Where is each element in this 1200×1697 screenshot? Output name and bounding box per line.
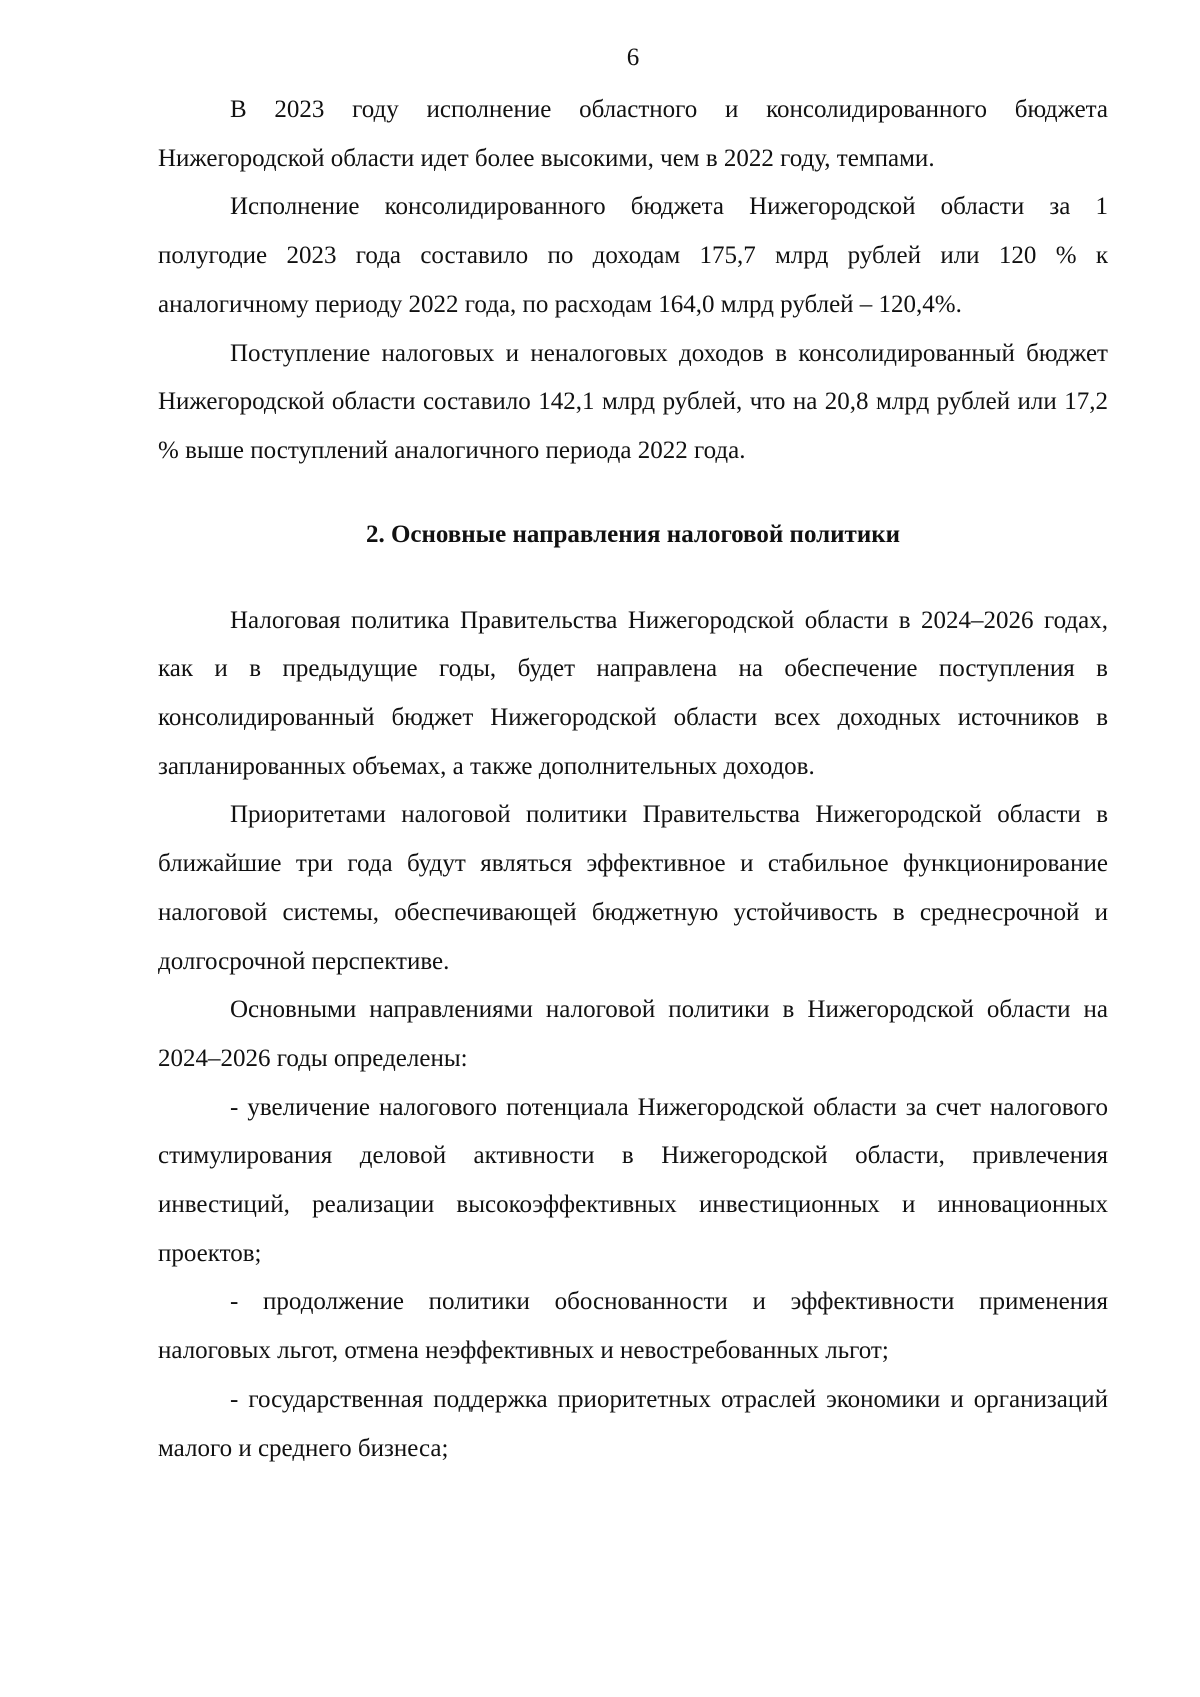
paragraph-budget-pace: В 2023 году исполнение областного и консолидированного бюджета Нижегородской области идет более высокими, чем в 2022 году, темпами. xyxy=(158,96,1108,172)
section-heading: 2. Основные направления налоговой политики xyxy=(365,520,901,548)
list-item-tax-benefits: - продолжение политики обоснованности и эффективности применения налоговых льгот, отмена неэффективных и невостребованных льгот; xyxy=(158,1288,1108,1365)
list-item-state-support: - государственная поддержка приоритетных отраслей экономики и организаций малого и среднего бизнеса; xyxy=(158,1385,1108,1462)
paragraph-budget-execution: Исполнение консолидированного бюджета Нижегородской области за 1 полугодие 2023 года составило по доходам 175,7 млрд рублей или 120 % к аналогичному периоду 2022 года, по расходам 164,0 млрд рублей – 120,4%. xyxy=(158,193,1108,318)
list-item-tax-potential: - увеличение налогового потенциала Нижегородской области за счет налогового стимулирования деловой активности в Нижегородской области, привлечения инвестиций, реализации высокоэффективных инвестиционных и инновационных проектов; xyxy=(158,1093,1108,1267)
paragraph-tax-revenues: Поступление налоговых и неналоговых доходов в консолидированный бюджет Нижегородской области составило 142,1 млрд рублей, что на 20,8 млрд рублей или 17,2 % выше поступлений аналогичного периода 2022 года. xyxy=(158,339,1108,464)
document-body xyxy=(158,86,1108,1473)
page-number: 6 xyxy=(626,44,640,71)
paragraph-main-directions-intro: Основными направлениями налоговой политики в Нижегородской области на 2024–2026 годы определены: xyxy=(158,996,1108,1072)
paragraph-tax-policy-goal: Налоговая политика Правительства Нижегородской области в 2024–2026 годах, как и в предыдущие годы, будет направлена на обеспечение поступления в консолидированный бюджет Нижегородской области всех доходных источников в запланированных объемах, а также дополнительных доходов. xyxy=(158,606,1108,780)
paragraph-tax-policy-priorities: Приоритетами налоговой политики Правительства Нижегородской области в ближайшие три года будут являться эффективное и стабильное функционирование налоговой системы, обеспечивающей бюджетную устойчивость в среднесрочной и долгосрочной перспективе. xyxy=(158,801,1108,975)
